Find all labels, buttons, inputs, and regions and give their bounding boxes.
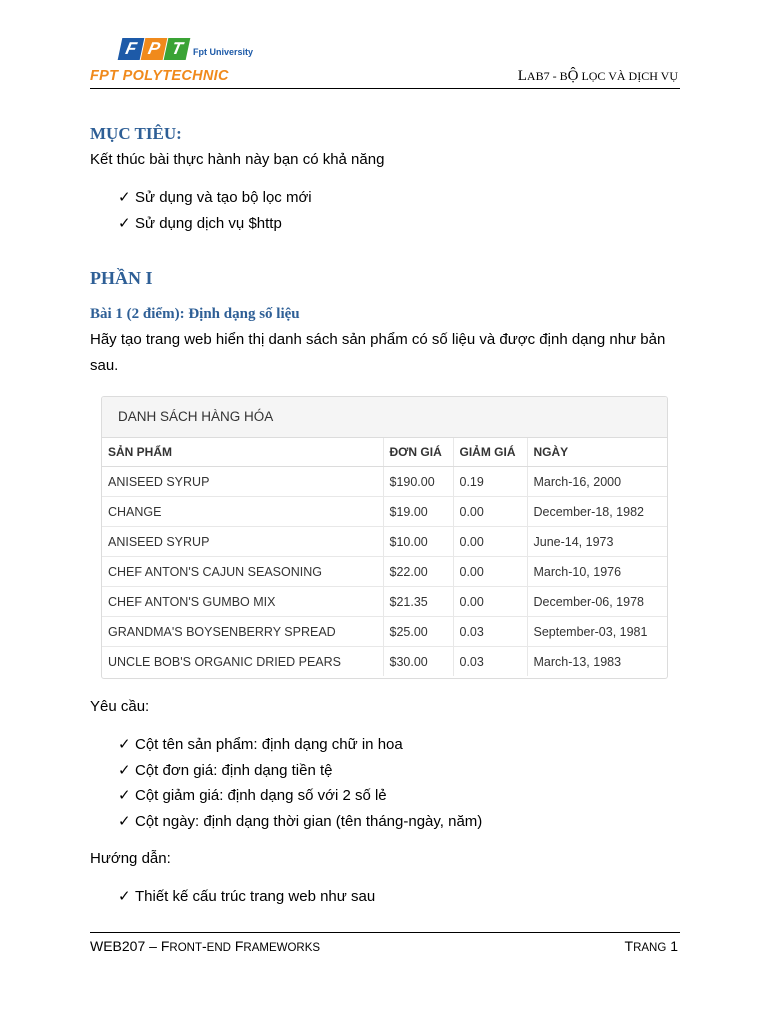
footer-divider (90, 932, 680, 933)
product-table (102, 438, 667, 676)
exercise-title: Bài 1 (2 điểm): Định dạng số liệu (90, 306, 300, 322)
requirements-label: Yêu cầu: (90, 698, 150, 715)
checkmark-icon: ✓ (118, 787, 131, 804)
table-row: ANISEED SYRUP $190.00 0.19 March-16, 2000 (102, 467, 667, 497)
lab-title-initial: L (517, 68, 527, 84)
product-table-panel (101, 396, 668, 679)
page-number: TRANG 1 (624, 938, 678, 954)
objectives-list (118, 185, 312, 236)
lab-title-part: AB7 - B (526, 69, 568, 83)
fpt-logo (120, 36, 253, 62)
table-header-row (102, 438, 667, 467)
logo-subtitle: Fpt University (193, 47, 254, 57)
table-row: ANISEED SYRUP $10.00 0.00 June-14, 1973 (102, 527, 667, 557)
part-heading: PHẦN I (90, 268, 153, 288)
footer-course: WEB207 – FRONT-END FRAMEWORKS (90, 938, 321, 954)
checkmark-icon: ✓ (118, 736, 131, 753)
logo-letter-t: T (164, 38, 191, 60)
list-item: ✓ Cột tên sản phẩm: định dạng chữ in hoa (118, 732, 482, 758)
checkmark-icon: ✓ (118, 214, 131, 232)
brand-name: FPT POLYTECHNIC (90, 68, 229, 84)
list-item: ✓ Thiết kế cấu trúc trang web như sau (118, 884, 375, 910)
logo-letter-p: P (141, 38, 168, 60)
header-divider (90, 88, 680, 89)
lab-title-o: Ộ (567, 68, 579, 84)
list-item: ✓ Cột giảm giá: định dạng số với 2 số lẻ (118, 783, 482, 809)
exercise-description: Hãy tạo trang web hiển thị danh sách sản phẩm có số liệu và được định dạng như bản sau. (90, 331, 666, 374)
list-item: ✓ Sử dụng dịch vụ $http (118, 211, 312, 237)
list-item: ✓ Cột đơn giá: định dạng tiền tệ (118, 758, 482, 784)
checkmark-icon: ✓ (118, 189, 131, 206)
logo-letter-f: F (118, 38, 145, 60)
table-row: CHANGE $19.00 0.00 December-18, 1982 (102, 497, 667, 527)
objectives-heading: MỤC TIÊU: (90, 124, 182, 143)
guide-list (118, 884, 375, 910)
table-row: GRANDMA'S BOYSENBERRY SPREAD $25.00 0.03 September-03, 1981 (102, 617, 667, 647)
requirements-list (118, 732, 482, 834)
list-item: ✓ Sử dụng và tạo bộ lọc mới (118, 185, 312, 211)
panel-title: DANH SÁCH HÀNG HÓA (102, 397, 667, 438)
column-header-product: SẢN PHẨM (102, 438, 383, 467)
guide-label: Hướng dẫn: (90, 850, 171, 867)
lab-title-tail: LỌC VÀ DỊCH VỤ (578, 69, 678, 83)
table-row: CHEF ANTON'S GUMBO MIX $21.35 0.00 December-06, 1978 (102, 587, 667, 617)
lab-title (518, 68, 678, 85)
column-header-discount: GIẢM GIÁ (453, 438, 527, 467)
checkmark-icon: ✓ (118, 761, 131, 779)
checkmark-icon: ✓ (118, 888, 131, 905)
column-header-price: ĐƠN GIÁ (383, 438, 453, 467)
table-row: CHEF ANTON'S CAJUN SEASONING $22.00 0.00 March-10, 1976 (102, 557, 667, 587)
column-header-date: NGÀY (527, 438, 667, 467)
list-item: ✓ Cột ngày: định dạng thời gian (tên tháng-ngày, năm) (118, 809, 482, 835)
objectives-intro: Kết thúc bài thực hành này bạn có khả năng (90, 151, 385, 168)
checkmark-icon: ✓ (118, 812, 131, 830)
table-row: UNCLE BOB'S ORGANIC DRIED PEARS $30.00 0.03 March-13, 1983 (102, 647, 667, 677)
